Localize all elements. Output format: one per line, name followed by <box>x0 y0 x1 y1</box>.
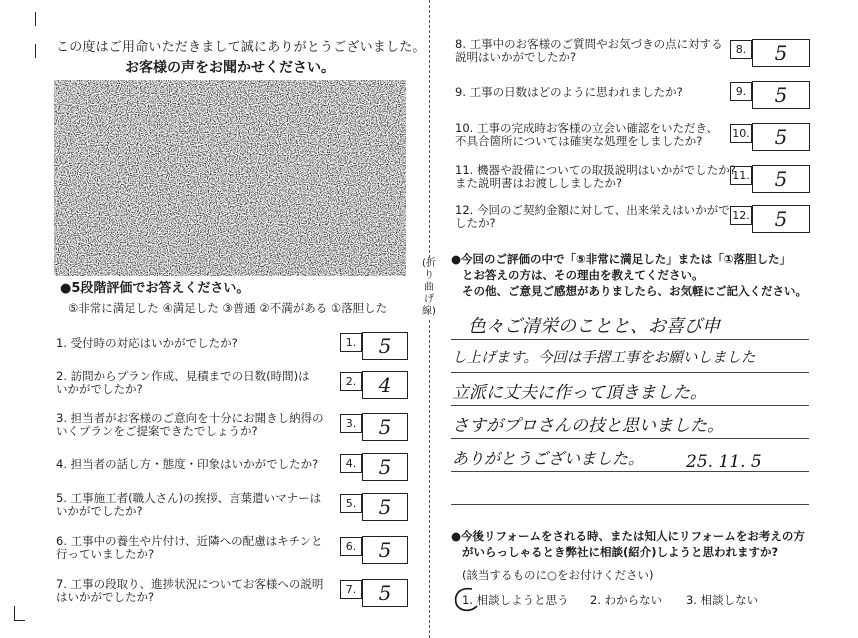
question-text: 5. 工事施工者(職人さん)の挨拶、言葉遣いマナーは いかがでしたか? <box>56 491 322 518</box>
margin-mark <box>35 44 36 58</box>
question-text: 12. 今回のご契約金額に対して、出来栄えはいかがで したか? <box>455 203 730 230</box>
comment-prompt-1: ●今回のご評価の中で「⑤非常に満足した」または「①落胆した」 <box>451 252 792 266</box>
redacted-area <box>54 80 406 276</box>
fold-line <box>429 0 430 638</box>
question-number-box: 6. <box>340 537 362 556</box>
question-number-box: 2. <box>340 372 362 391</box>
customer-voice-heading: お客様の声をお聞かせください。 <box>125 60 335 76</box>
question-number-box: 8. <box>730 40 752 59</box>
handwritten-comment-line: ありがとうございました。 <box>452 449 645 468</box>
answer-box[interactable]: 5 <box>362 453 408 481</box>
question-text: 2. 訪問からプラン作成、見積までの日数(時間)は いかがでしたか? <box>56 369 310 396</box>
answer-box[interactable]: 4 <box>362 371 408 399</box>
question-text: 9. 工事の日数はどのように思われましたか? <box>455 85 683 99</box>
answer-box[interactable]: 5 <box>362 413 408 441</box>
question-text: 10. 工事の完成時お客様の立会い確認をいただき、 不具合箇所については確実な処理をしましたか? <box>455 121 718 148</box>
comment-prompt-3: その他、ご意見ご感想がありましたら、お気軽にご記入ください。 <box>462 284 807 298</box>
writing-line <box>451 339 809 340</box>
rating-section-heading: ●5段階評価でお答えください。 <box>60 281 250 296</box>
rating-scale: ⑤非常に満足した ④満足した ③普通 ②不満がある ①落胆した <box>68 301 388 315</box>
answer-box[interactable]: 5 <box>362 493 408 521</box>
answer-box[interactable]: 5 <box>752 205 810 233</box>
fold-label: (折り曲げ線) <box>422 258 436 317</box>
comment-prompt-2: とお答えの方は、その理由を教えてください。 <box>462 268 704 282</box>
handwritten-comment-line: 立派に丈夫に作って頂きました。 <box>452 383 707 403</box>
question-number-box: 5. <box>340 494 362 513</box>
writing-line <box>451 438 809 439</box>
question-number-box: 10. <box>730 124 752 143</box>
answer-box[interactable]: 5 <box>752 165 810 193</box>
corner-mark <box>14 606 25 621</box>
referral-option-3[interactable]: 3. 相談しない <box>686 593 759 607</box>
answer-box[interactable]: 5 <box>752 123 810 151</box>
question-text: 1. 受付時の対応はいかがでしたか? <box>56 336 238 350</box>
thanks-message: この度はご用命いただきまして誠にありがとうございました。 <box>56 40 426 55</box>
question-text: 3. 担当者がお客様のご意向を十分にお聞きし納得の いくプランをご提案できたでしょうか? <box>56 411 324 438</box>
handwritten-comment-line: し上げます。今回は手摺工事をお願いしました <box>452 350 756 366</box>
referral-question-2: がいらっしゃるとき弊社に相談(紹介)しようと思われますか? <box>462 545 779 559</box>
referral-option-1[interactable]: 1. 相談しようと思う <box>462 593 569 607</box>
question-number-box: 7. <box>340 580 362 599</box>
question-text: 4. 担当者の話し方・態度・印象はいかがでしたか? <box>56 457 319 471</box>
question-number-box: 4. <box>340 454 362 473</box>
question-text: 6. 工事中の養生や片付け、近隣への配慮はキチンと 行っていましたか? <box>56 534 323 561</box>
answer-box[interactable]: 5 <box>362 579 408 607</box>
referral-question-1: ●今後リフォームをされる時、または知人にリフォームをお考えの方 <box>451 529 805 543</box>
writing-line <box>451 504 809 505</box>
question-text: 8. 工事中のお客様のご質問やお気づきの点に対する 説明はいかがでしたか? <box>455 37 723 64</box>
handwritten-comment-line: 色々ご清栄のことと、お喜び申 <box>468 316 720 337</box>
question-number-box: 1. <box>340 333 362 352</box>
handwritten-date: 25. 11. 5 <box>686 452 762 472</box>
answer-box[interactable]: 5 <box>752 39 810 67</box>
question-text: 11. 機器や設備についての取扱説明はいかがでしたか? また説明書はお渡ししましたか? <box>455 163 736 190</box>
question-number-box: 3. <box>340 414 362 433</box>
answer-box[interactable]: 5 <box>362 332 408 360</box>
question-number-box: 11. <box>730 166 752 185</box>
question-text: 7. 工事の段取り、進捗状況についてお客様への説明 はいかがでしたか? <box>56 577 324 604</box>
handwritten-comment-line: さすがプロさんの技と思いました。 <box>452 416 724 436</box>
margin-mark <box>35 12 36 26</box>
answer-box[interactable]: 5 <box>752 81 810 109</box>
referral-option-2[interactable]: 2. わからない <box>590 593 663 607</box>
answer-box[interactable]: 5 <box>362 536 408 564</box>
writing-line <box>451 405 809 406</box>
selected-circle-mark <box>452 586 482 614</box>
question-number-box: 9. <box>730 82 752 101</box>
writing-line <box>451 372 809 373</box>
question-number-box: 12. <box>730 206 752 225</box>
referral-instruction: (該当するものに○をお付けください) <box>462 568 654 582</box>
